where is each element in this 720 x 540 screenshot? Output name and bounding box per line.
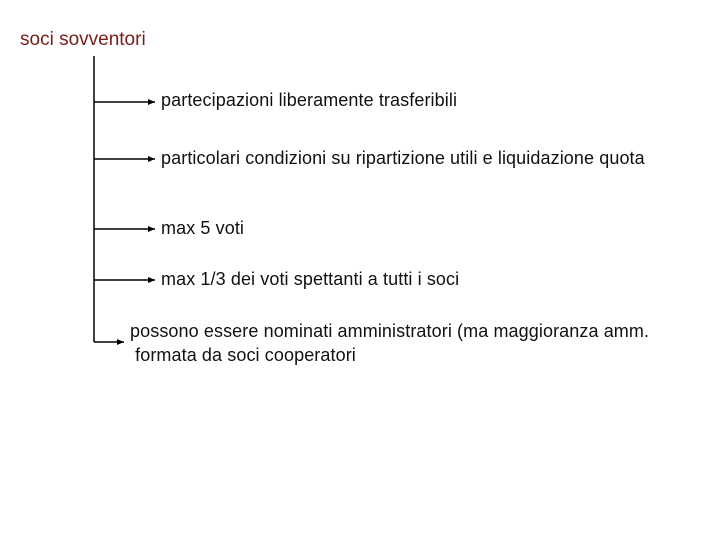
branch-label-amministratori [130,319,649,367]
diagram-title: soci sovventori [20,29,146,50]
branch-label-partecipazioni: partecipazioni liberamente trasferibili [161,90,458,110]
branch-label-particolari-condizioni: particolari condizioni su ripartizione utili e liquidazione quota [161,148,645,168]
branch-label-max-1-3-voti: max 1/3 dei voti spettanti a tutti i soci [161,269,460,289]
amministratori-line-2: formata da soci cooperatori [130,345,356,365]
amministratori-line-1: possono essere nominati amministratori (ma maggioranza amm. [130,321,650,341]
branch-label-max-5-voti: max 5 voti [161,218,245,238]
